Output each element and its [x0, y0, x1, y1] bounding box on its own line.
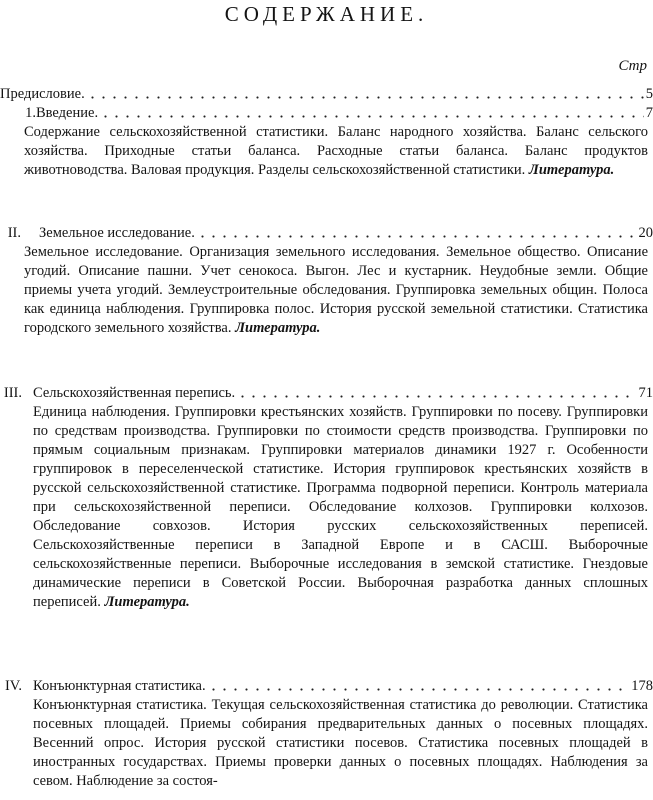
toc-entry-preface — [0, 84, 653, 104]
toc-entry-description — [33, 403, 648, 613]
toc-entry-page: 7 — [645, 105, 653, 121]
toc-entry-page: 20 — [638, 225, 653, 241]
toc-entry-heading-line — [0, 223, 653, 243]
toc-entry-description — [24, 243, 648, 338]
toc-entry-title: Сельскохозяйственная перепись. — [33, 385, 236, 401]
toc-entry-numeral: 1. — [25, 105, 36, 121]
toc-entry-heading-line — [0, 103, 653, 123]
toc-entry-title: Конъюнктурная статистика. — [33, 678, 206, 694]
page-column-label: Стр — [618, 58, 647, 74]
toc-entry-heading-line — [0, 676, 653, 696]
toc-entry-title: Введение. — [36, 105, 99, 121]
toc-entry-page: 71 — [638, 385, 653, 401]
toc-entry-heading-line — [0, 84, 653, 104]
leader-dots — [208, 688, 630, 691]
leader-dots — [100, 115, 644, 118]
literature-label: Литература. — [235, 320, 321, 337]
toc-entry-description-text: Земельное исследование. Организация земельного исследования. Земельное общество. Описание угодий. Описание пашни. Учет сенокоса. Выгон. Лес и кустарник. Неудобные земли. Общие приемы учета угодий. Землеустроительные обследования. Группировка земельных общин. Полоса как единица наблюдения. Группировка полос. История русской земельной статистики. Статистика городского земельного хозяйства. — [24, 244, 648, 337]
toc-entry-description — [24, 123, 648, 180]
leader-dots — [87, 96, 644, 99]
toc-entry-page: 5 — [645, 86, 653, 102]
toc-entry-numeral: IV. — [4, 678, 22, 694]
toc-entry-land-survey — [0, 223, 653, 338]
toc-entry-page: 178 — [631, 678, 653, 694]
toc-entry-title: Земельное исследование. — [39, 225, 195, 241]
literature-label: Литература. — [104, 594, 190, 611]
toc-entry-title: Предисловие. — [0, 86, 85, 102]
toc-entry-numeral: III. — [3, 385, 22, 401]
toc-entry-numeral: II. — [7, 225, 21, 241]
toc-entry-description-text: Единица наблюдения. Группировки крестьянских хозяйств. Группировки по посеву. Группировки по средствам производства. Группировки по стоимости средств производства. Группировки по прямым социальным признакам. Группировки материалов динамики 1927 г. Особенности группировок в переселенческой статистике. История группировок крестьянских хозяйств в русской сельскохозяйственной статистике. Программа подворной переписи. Контроль материала при сельскохозяйственной переписи. Обследование колхозов. Группировки колхозов. Обследование совхозов. История русских сельскохозяйственных переписей. Сельскохозяйственные переписи в Западной Европе и в САСШ. Выборочные сельскохозяйственные переписи. Выборочные исследования в земской статистике. Гнездовые динамические переписи в Советской России. Выборочная разработка данных сплошных переписей. — [33, 404, 648, 611]
page-title: СОДЕРЖАНИЕ. — [224, 2, 429, 26]
toc-entry-description-text: Содержание сельскохозяйственной статистики. Баланс народного хозяйства. Баланс сельского хозяйства. Приходные статьи баланса. Расходные статьи баланса. Баланс продуктов животноводства. Валовая продукция. Разделы сельскохозяйственной статистики. — [24, 124, 648, 179]
leader-dots — [197, 235, 637, 238]
toc-entry-description-text: Конъюнктурная статистика. Текущая сельскохозяйственная статистика до революции. Статистика посевных площадей. Приемы собирания предварительных данных о посевных площадях. Весенний опрос. История русской статистики посевов. Статистика посевных площадей в иностранных государствах. Приемы проверки данных о посевных площадях. Наблюдения за севом. Наблюдение за состоя- — [33, 697, 648, 790]
toc-entry-description — [33, 696, 648, 791]
leader-dots — [237, 395, 636, 398]
toc-entry-agricultural-census — [0, 383, 653, 613]
toc-entry-heading-line — [0, 383, 653, 403]
literature-label: Литература. — [528, 162, 615, 179]
toc-entry-conjuncture-statistics — [0, 676, 653, 791]
toc-entry-introduction — [0, 103, 653, 180]
